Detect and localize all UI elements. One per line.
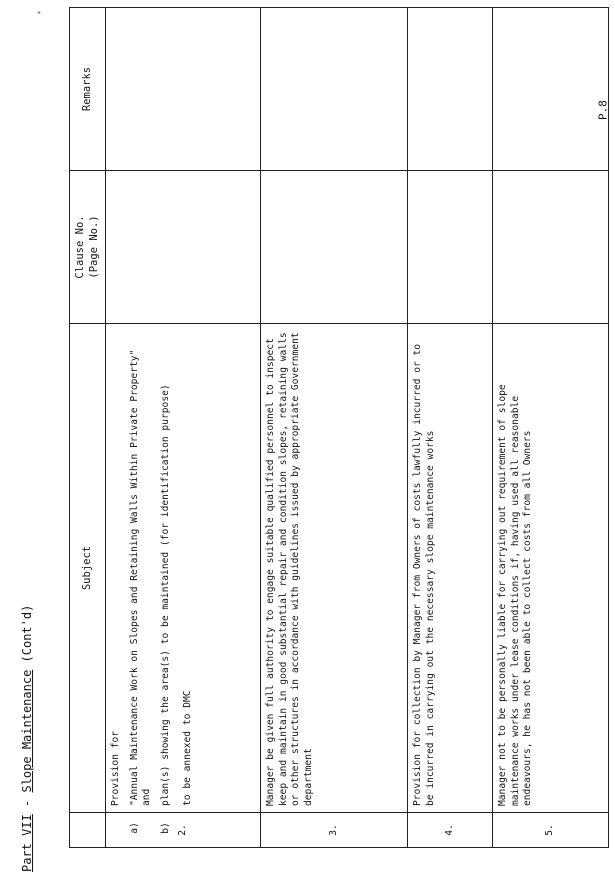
heading-title: Slope Maintenance: [20, 669, 34, 793]
header-number: [70, 813, 106, 848]
sub-item-label: a): [128, 822, 140, 834]
row-clause: [106, 171, 261, 324]
row-subject: Manager not to be personally liable for carrying out requirement of slope maintenance works under lease conditions if, having used all reasonable endeavours, he has not been able to collect costs from all Owners: [493, 324, 609, 813]
sub-item-text: "Annual Maintenance Work on Slopes and Retaining Walls Within Private Property" and: [128, 349, 153, 806]
row-subject: Provision for collection by Manager from Owners of costs lawfully incurred or to be incurred in carrying out the necessary slope maintenance works: [408, 324, 493, 813]
row-clause: [493, 171, 609, 324]
heading-part: Part VII: [20, 814, 34, 872]
row-tail: to be annexed to DMC: [182, 690, 194, 806]
row-number: 2.: [106, 813, 261, 848]
row-subject: [106, 324, 261, 834]
row-clause: [261, 171, 408, 324]
row-remarks: [493, 8, 609, 171]
table-row: [261, 8, 408, 848]
row-intro: Provision for: [110, 730, 122, 806]
row-clause: [408, 171, 493, 324]
header-remarks: Remarks: [70, 8, 106, 171]
header-clause: Clause No. (Page No.): [70, 171, 106, 324]
sub-item-text: plan(s) showing the area(s) to be maintained (for identification purpose): [159, 384, 171, 806]
heading-suffix: (Cont'd): [20, 604, 34, 670]
table-header-row: [70, 8, 106, 848]
row-subject: Manager be given full authority to engage suitable qualified personnel to inspect keep and maintain in good substantial repair and condition slopes, retaining walls or other structures in accordance with guidelines issued by appropriate Government department: [261, 324, 408, 813]
page-number: P.8: [596, 100, 610, 120]
row-number: 5.: [493, 813, 609, 848]
row-number: 3.: [261, 813, 408, 848]
header-subject: Subject: [70, 324, 106, 813]
row-number: 4.: [408, 813, 493, 848]
scan-mark: •: [36, 8, 43, 19]
sub-item: [159, 330, 172, 834]
page-heading: [20, 604, 36, 872]
checklist-table-wrapper: [69, 48, 609, 848]
heading-separator: -: [20, 792, 34, 815]
table-row: [408, 8, 493, 848]
row-remarks: [106, 8, 261, 171]
table-row: [106, 8, 261, 848]
table-row: [493, 8, 609, 848]
row-remarks: [261, 8, 408, 171]
row-remarks: [408, 8, 493, 171]
sub-item-label: b): [159, 822, 171, 834]
checklist-table: [69, 7, 609, 848]
sub-item: [128, 330, 154, 834]
